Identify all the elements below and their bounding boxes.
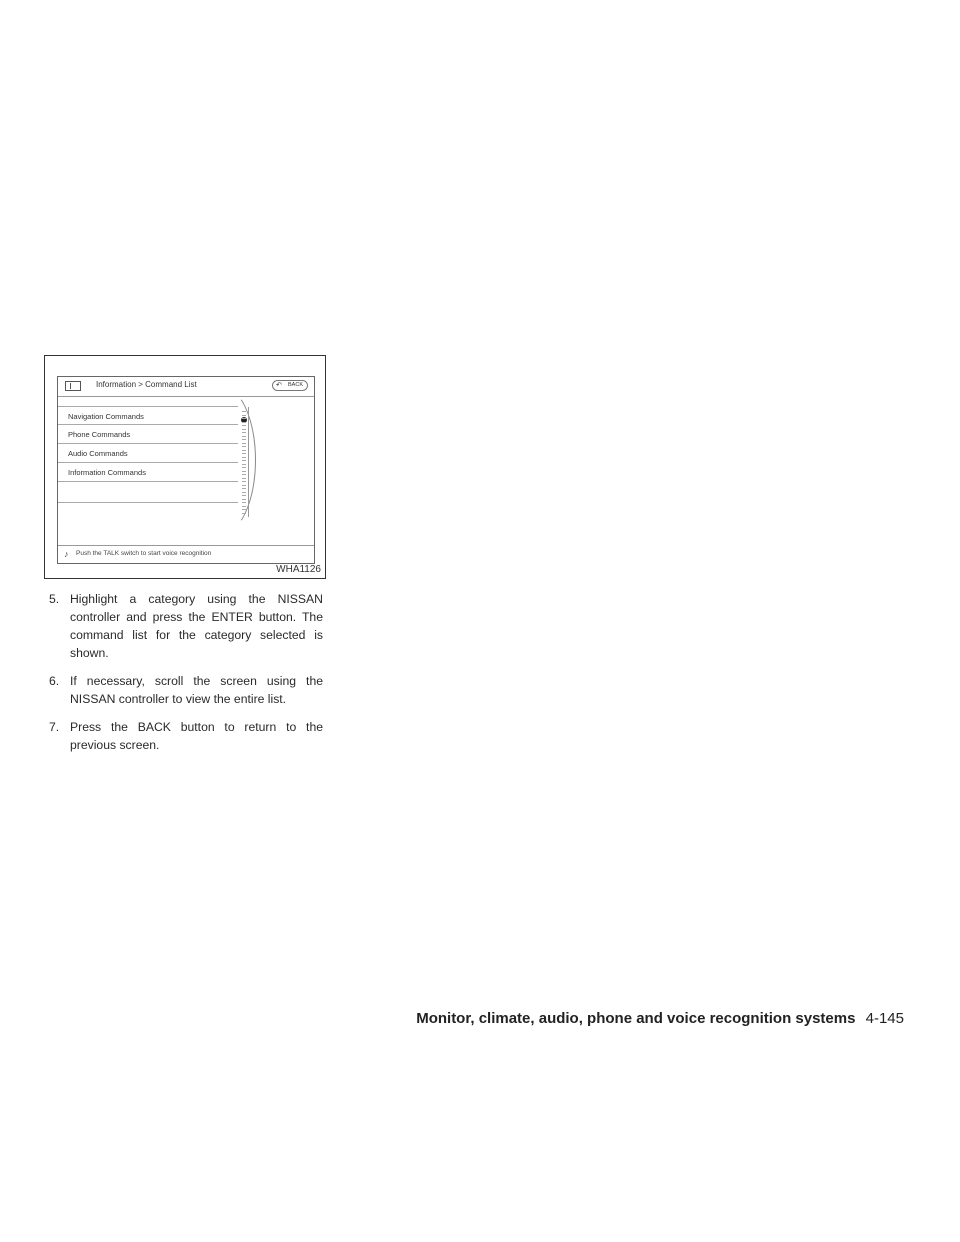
scroll-tick bbox=[242, 474, 246, 475]
scroll-tick bbox=[242, 453, 246, 454]
scroll-tick bbox=[242, 432, 246, 433]
scroll-tick bbox=[242, 513, 246, 514]
scroll-tick bbox=[242, 415, 246, 416]
scroll-tick bbox=[242, 450, 246, 451]
step-text: Press the BACK button to return to the previous screen. bbox=[70, 720, 323, 752]
information-icon bbox=[65, 381, 81, 391]
scroll-tick bbox=[242, 457, 246, 458]
step-text: If necessary, scroll the screen using the NISSAN controller to view the entire list. bbox=[70, 674, 323, 706]
menu-item-navigation-commands[interactable]: Navigation Commands bbox=[58, 406, 238, 425]
scroll-tick bbox=[242, 495, 246, 496]
footer-hint: Push the TALK switch to start voice recognition bbox=[76, 550, 212, 557]
step-item bbox=[49, 590, 323, 662]
back-button[interactable] bbox=[272, 380, 308, 391]
scroll-tick bbox=[242, 492, 246, 493]
scroll-tick bbox=[242, 509, 246, 510]
menu-item-information-commands[interactable]: Information Commands bbox=[58, 463, 238, 482]
menu-item-phone-commands[interactable]: Phone Commands bbox=[58, 425, 238, 444]
step-item bbox=[49, 718, 323, 754]
scroll-tick bbox=[242, 436, 246, 437]
screen-illustration bbox=[57, 376, 315, 564]
scroll-tick bbox=[242, 439, 246, 440]
scroll-tick bbox=[242, 499, 246, 500]
scroll-tick bbox=[242, 488, 246, 489]
section-title: Monitor, climate, audio, phone and voice recognition systems bbox=[416, 1010, 856, 1027]
scrollbar[interactable] bbox=[240, 407, 249, 517]
menu-item-audio-commands[interactable]: Audio Commands bbox=[58, 444, 238, 463]
figure-label: WHA1126 bbox=[276, 564, 321, 575]
scroll-tick bbox=[242, 464, 246, 465]
scroll-tick bbox=[242, 485, 246, 486]
scroll-tick bbox=[242, 425, 246, 426]
back-arrow-icon: ↶ bbox=[276, 382, 282, 389]
scroll-tick bbox=[242, 460, 246, 461]
step-item bbox=[49, 672, 323, 708]
scroll-tick bbox=[242, 422, 246, 423]
scroll-tick bbox=[242, 446, 246, 447]
scroll-tick bbox=[242, 443, 246, 444]
scroll-tick bbox=[242, 502, 246, 503]
scroll-tick bbox=[242, 418, 246, 419]
scroll-tick bbox=[242, 467, 246, 468]
voice-recognition-icon: ♪ bbox=[64, 549, 69, 559]
scroll-tick bbox=[242, 471, 246, 472]
screen-header bbox=[58, 377, 314, 397]
scroll-tick bbox=[242, 411, 246, 412]
page-number: 4-145 bbox=[865, 1010, 904, 1027]
instruction-steps bbox=[49, 590, 323, 764]
screen-footer bbox=[58, 545, 314, 563]
scroll-tick bbox=[242, 429, 246, 430]
step-text: Highlight a category using the NISSAN controller and press the ENTER button. The command list for the category selected is shown. bbox=[70, 592, 323, 660]
scroll-tick bbox=[242, 506, 246, 507]
scroll-tick bbox=[242, 481, 246, 482]
back-button-label: BACK bbox=[288, 382, 303, 388]
figure bbox=[44, 355, 326, 579]
scroll-tick bbox=[242, 478, 246, 479]
step-number: 5. bbox=[49, 592, 60, 606]
step-number: 6. bbox=[49, 674, 60, 688]
screen-title: Information > Command List bbox=[96, 380, 197, 389]
step-number: 7. bbox=[49, 720, 60, 734]
page-footer bbox=[416, 1010, 904, 1027]
